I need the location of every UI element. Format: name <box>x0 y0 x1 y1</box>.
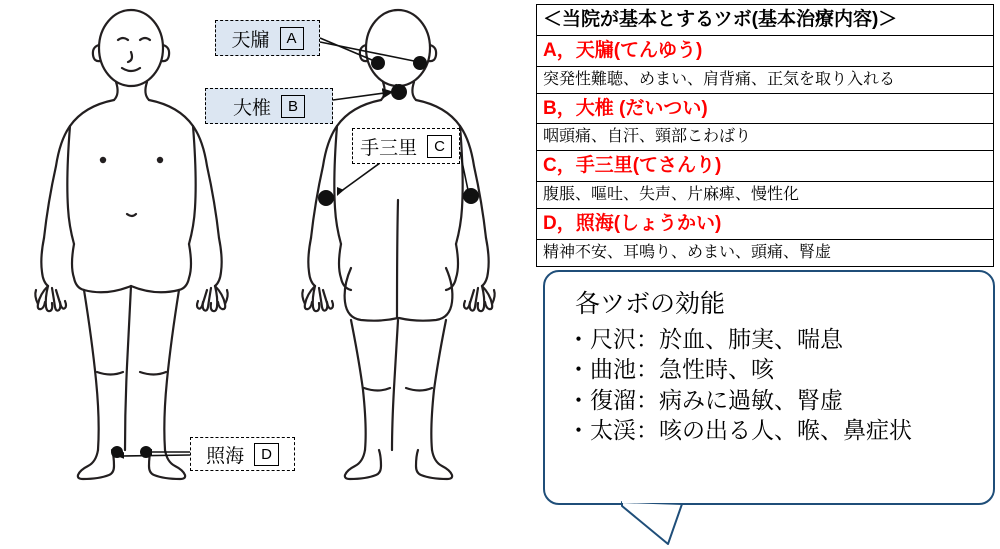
callout-tag: C <box>427 135 452 158</box>
bubble-title: 各ツボの効能 <box>575 290 726 318</box>
bubble-list <box>561 324 979 445</box>
basic-acupoints-table <box>536 4 994 267</box>
table-title: ＜当院が基本とするツボ(基本治療内容)＞ <box>537 5 993 36</box>
list-item: ・曲池：急性時、咳 <box>567 356 774 383</box>
bubble-tail <box>620 500 740 548</box>
table-row-head-c: C，手三里(てさんり) <box>537 151 993 182</box>
callout-label: 手三里 <box>360 137 418 159</box>
callout-label: 大椎 <box>232 97 271 119</box>
callout-tag: B <box>281 95 305 118</box>
callout-shokai[interactable] <box>190 437 295 471</box>
table-row-body-b: 咽頭痛、自汗、頸部こわばり <box>537 124 993 151</box>
table-row-body-d: 精神不安、耳鳴り、めまい、頭痛、腎虚 <box>543 243 832 261</box>
list-item: ・尺沢：於血、肺実、喘息 <box>567 326 843 352</box>
table-row-body-a: 突発性難聴、めまい、肩背痛、正気を取り入れる <box>537 67 993 94</box>
callout-tag: A <box>280 27 304 50</box>
callout-tag: D <box>254 443 279 466</box>
callout-label: 天牖 <box>231 29 270 51</box>
callout-daitsui[interactable] <box>205 88 333 124</box>
table-row-body-c: 腹脹、嘔吐、失声、片麻痺、慢性化 <box>537 182 993 209</box>
callout-tenyu[interactable] <box>215 20 320 56</box>
table-row-head-b: B，大椎 (だいつい) <box>537 94 993 125</box>
list-item: ・太渓：咳の出る人、喉、鼻症状 <box>567 417 912 444</box>
table-row-head-a: A，天牖(てんゆう) <box>537 36 993 67</box>
callout-tesanri[interactable] <box>352 128 460 164</box>
list-item: ・復溜：病みに過敏、腎虚 <box>567 386 843 413</box>
table-row-head-d: D，照海(しょうかい) <box>537 209 993 240</box>
callout-label: 照海 <box>206 445 245 467</box>
acupoint-effects-bubble <box>543 270 995 505</box>
